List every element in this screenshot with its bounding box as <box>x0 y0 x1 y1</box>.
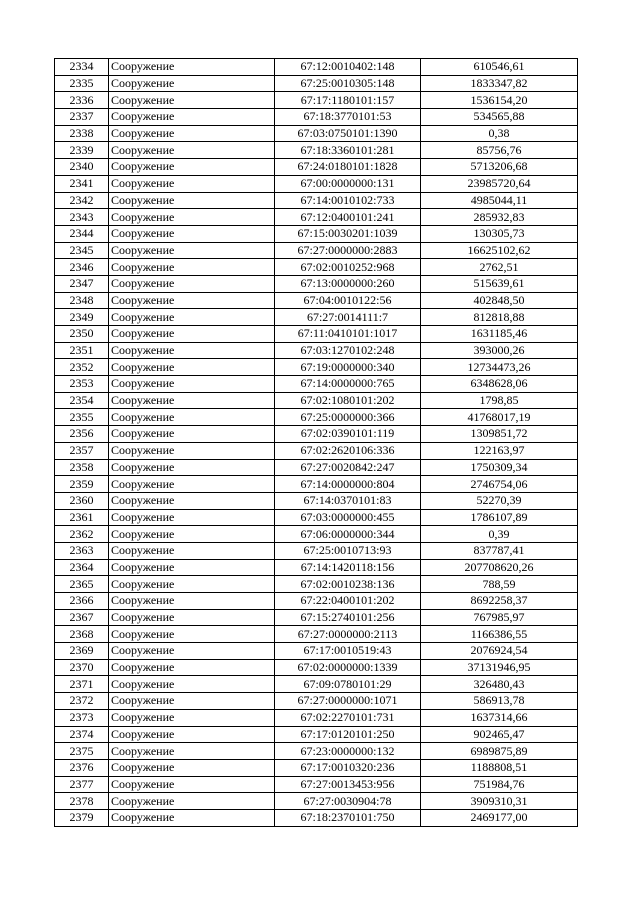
object-type: Сооружение <box>109 259 275 276</box>
cadastral-number: 67:03:1270102:248 <box>275 342 421 359</box>
object-type: Сооружение <box>109 275 275 292</box>
object-type: Сооружение <box>109 426 275 443</box>
cadastral-value: 610546,61 <box>421 59 578 76</box>
object-type: Сооружение <box>109 542 275 559</box>
cadastral-value: 130305,73 <box>421 225 578 242</box>
cadastral-number: 67:17:1180101:157 <box>275 92 421 109</box>
cadastral-number: 67:03:0000000:455 <box>275 509 421 526</box>
cadastral-value: 1631185,46 <box>421 326 578 343</box>
row-number: 2334 <box>55 59 109 76</box>
row-number: 2341 <box>55 175 109 192</box>
cadastral-value: 586913,78 <box>421 693 578 710</box>
cadastral-value: 837787,41 <box>421 542 578 559</box>
table-row <box>55 225 578 242</box>
cadastral-value: 41768017,19 <box>421 409 578 426</box>
cadastral-number: 67:25:0010713:93 <box>275 542 421 559</box>
row-number: 2366 <box>55 593 109 610</box>
cadastral-number: 67:19:0000000:340 <box>275 359 421 376</box>
table-row <box>55 626 578 643</box>
row-number: 2335 <box>55 75 109 92</box>
row-number: 2369 <box>55 643 109 660</box>
row-number: 2370 <box>55 659 109 676</box>
table-row <box>55 743 578 760</box>
row-number: 2376 <box>55 759 109 776</box>
cadastral-value: 1637314,66 <box>421 709 578 726</box>
table-row <box>55 376 578 393</box>
row-number: 2352 <box>55 359 109 376</box>
object-type: Сооружение <box>109 159 275 176</box>
cadastral-value: 12734473,26 <box>421 359 578 376</box>
cadastral-value: 1750309,34 <box>421 459 578 476</box>
cadastral-value: 1786107,89 <box>421 509 578 526</box>
row-number: 2367 <box>55 609 109 626</box>
cadastral-number: 67:27:0020842:247 <box>275 459 421 476</box>
cadastral-value: 85756,76 <box>421 142 578 159</box>
row-number: 2379 <box>55 809 109 826</box>
table-row <box>55 75 578 92</box>
cadastral-value: 4985044,11 <box>421 192 578 209</box>
cadastral-value: 207708620,26 <box>421 559 578 576</box>
row-number: 2358 <box>55 459 109 476</box>
row-number: 2344 <box>55 225 109 242</box>
row-number: 2357 <box>55 442 109 459</box>
object-type: Сооружение <box>109 776 275 793</box>
cadastral-value: 37131946,95 <box>421 659 578 676</box>
object-type: Сооружение <box>109 109 275 126</box>
table-row <box>55 59 578 76</box>
cadastral-number: 67:25:0000000:366 <box>275 409 421 426</box>
table-row <box>55 676 578 693</box>
cadastral-value: 1166386,55 <box>421 626 578 643</box>
cadastral-value: 1536154,20 <box>421 92 578 109</box>
cadastral-value: 1309851,72 <box>421 426 578 443</box>
object-type: Сооружение <box>109 609 275 626</box>
cadastral-value: 2469177,00 <box>421 809 578 826</box>
object-type: Сооружение <box>109 759 275 776</box>
table-row <box>55 609 578 626</box>
cadastral-number: 67:02:2270101:731 <box>275 709 421 726</box>
cadastral-number: 67:18:3770101:53 <box>275 109 421 126</box>
cadastral-number: 67:27:0030904:78 <box>275 793 421 810</box>
cadastral-number: 67:27:0000000:2113 <box>275 626 421 643</box>
row-number: 2346 <box>55 259 109 276</box>
object-type: Сооружение <box>109 693 275 710</box>
row-number: 2350 <box>55 326 109 343</box>
cadastral-value: 1798,85 <box>421 392 578 409</box>
table-row <box>55 709 578 726</box>
object-type: Сооружение <box>109 326 275 343</box>
object-type: Сооружение <box>109 492 275 509</box>
cadastral-number: 67:15:2740101:256 <box>275 609 421 626</box>
table-row <box>55 142 578 159</box>
cadastral-number: 67:23:0000000:132 <box>275 743 421 760</box>
cadastral-number: 67:14:0370101:83 <box>275 492 421 509</box>
cadastral-number: 67:14:0010102:733 <box>275 192 421 209</box>
cadastral-number: 67:06:0000000:344 <box>275 526 421 543</box>
row-number: 2338 <box>55 125 109 142</box>
table-row <box>55 442 578 459</box>
table-row <box>55 359 578 376</box>
cadastral-number: 67:11:0410101:1017 <box>275 326 421 343</box>
cadastral-value-table <box>54 58 578 827</box>
table-row <box>55 259 578 276</box>
cadastral-number: 67:18:3360101:281 <box>275 142 421 159</box>
object-type: Сооружение <box>109 342 275 359</box>
object-type: Сооружение <box>109 309 275 326</box>
table-row <box>55 309 578 326</box>
table-row <box>55 242 578 259</box>
cadastral-number: 67:00:0000000:131 <box>275 175 421 192</box>
object-type: Сооружение <box>109 459 275 476</box>
table-row <box>55 643 578 660</box>
cadastral-value: 5713206,68 <box>421 159 578 176</box>
object-type: Сооружение <box>109 509 275 526</box>
row-number: 2337 <box>55 109 109 126</box>
object-type: Сооружение <box>109 743 275 760</box>
cadastral-value: 1833347,82 <box>421 75 578 92</box>
object-type: Сооружение <box>109 559 275 576</box>
row-number: 2378 <box>55 793 109 810</box>
table-row <box>55 559 578 576</box>
table-row <box>55 125 578 142</box>
cadastral-value: 751984,76 <box>421 776 578 793</box>
cadastral-value: 326480,43 <box>421 676 578 693</box>
cadastral-number: 67:12:0400101:241 <box>275 209 421 226</box>
cadastral-value: 515639,61 <box>421 275 578 292</box>
table-row <box>55 759 578 776</box>
table-row <box>55 175 578 192</box>
table-row <box>55 275 578 292</box>
cadastral-value: 2746754,06 <box>421 476 578 493</box>
cadastral-number: 67:03:0750101:1390 <box>275 125 421 142</box>
cadastral-number: 67:02:0000000:1339 <box>275 659 421 676</box>
row-number: 2377 <box>55 776 109 793</box>
row-number: 2361 <box>55 509 109 526</box>
object-type: Сооружение <box>109 526 275 543</box>
row-number: 2339 <box>55 142 109 159</box>
table-row <box>55 92 578 109</box>
row-number: 2340 <box>55 159 109 176</box>
cadastral-number: 67:02:1080101:202 <box>275 392 421 409</box>
cadastral-value: 0,39 <box>421 526 578 543</box>
object-type: Сооружение <box>109 809 275 826</box>
table-row <box>55 426 578 443</box>
object-type: Сооружение <box>109 225 275 242</box>
row-number: 2355 <box>55 409 109 426</box>
object-type: Сооружение <box>109 192 275 209</box>
cadastral-value: 3909310,31 <box>421 793 578 810</box>
table-row <box>55 209 578 226</box>
cadastral-number: 67:17:0010519:43 <box>275 643 421 660</box>
cadastral-number: 67:27:0000000:2883 <box>275 242 421 259</box>
row-number: 2373 <box>55 709 109 726</box>
row-number: 2354 <box>55 392 109 409</box>
row-number: 2368 <box>55 626 109 643</box>
row-number: 2362 <box>55 526 109 543</box>
cadastral-value: 534565,88 <box>421 109 578 126</box>
cadastral-value: 6348628,06 <box>421 376 578 393</box>
cadastral-number: 67:02:0390101:119 <box>275 426 421 443</box>
row-number: 2374 <box>55 726 109 743</box>
object-type: Сооружение <box>109 409 275 426</box>
cadastral-value: 122163,97 <box>421 442 578 459</box>
row-number: 2349 <box>55 309 109 326</box>
cadastral-number: 67:13:0000000:260 <box>275 275 421 292</box>
object-type: Сооружение <box>109 676 275 693</box>
cadastral-number: 67:22:0400101:202 <box>275 593 421 610</box>
table-row <box>55 726 578 743</box>
row-number: 2353 <box>55 376 109 393</box>
cadastral-number: 67:02:0010238:136 <box>275 576 421 593</box>
cadastral-number: 67:12:0010402:148 <box>275 59 421 76</box>
cadastral-value: 902465,47 <box>421 726 578 743</box>
cadastral-number: 67:09:0780101:29 <box>275 676 421 693</box>
cadastral-value: 8692258,37 <box>421 593 578 610</box>
row-number: 2342 <box>55 192 109 209</box>
table-row <box>55 793 578 810</box>
object-type: Сооружение <box>109 75 275 92</box>
object-type: Сооружение <box>109 209 275 226</box>
object-type: Сооружение <box>109 292 275 309</box>
cadastral-value: 6989875,89 <box>421 743 578 760</box>
table-row <box>55 576 578 593</box>
cadastral-number: 67:04:0010122:56 <box>275 292 421 309</box>
object-type: Сооружение <box>109 125 275 142</box>
cadastral-number: 67:14:0000000:765 <box>275 376 421 393</box>
table-row <box>55 593 578 610</box>
cadastral-number: 67:18:2370101:750 <box>275 809 421 826</box>
row-number: 2365 <box>55 576 109 593</box>
object-type: Сооружение <box>109 142 275 159</box>
row-number: 2364 <box>55 559 109 576</box>
object-type: Сооружение <box>109 59 275 76</box>
cadastral-value: 402848,50 <box>421 292 578 309</box>
object-type: Сооружение <box>109 726 275 743</box>
table-row <box>55 342 578 359</box>
table-row <box>55 292 578 309</box>
cadastral-value: 788,59 <box>421 576 578 593</box>
cadastral-number: 67:25:0010305:148 <box>275 75 421 92</box>
table-row <box>55 159 578 176</box>
row-number: 2363 <box>55 542 109 559</box>
cadastral-number: 67:17:0010320:236 <box>275 759 421 776</box>
cadastral-number: 67:24:0180101:1828 <box>275 159 421 176</box>
table-row <box>55 109 578 126</box>
object-type: Сооружение <box>109 793 275 810</box>
object-type: Сооружение <box>109 392 275 409</box>
row-number: 2371 <box>55 676 109 693</box>
cadastral-value: 812818,88 <box>421 309 578 326</box>
table-row <box>55 542 578 559</box>
table-row <box>55 476 578 493</box>
cadastral-value: 2762,51 <box>421 259 578 276</box>
cadastral-number: 67:17:0120101:250 <box>275 726 421 743</box>
object-type: Сооружение <box>109 709 275 726</box>
row-number: 2336 <box>55 92 109 109</box>
object-type: Сооружение <box>109 92 275 109</box>
table-body <box>55 59 578 827</box>
object-type: Сооружение <box>109 376 275 393</box>
cadastral-value: 52270,39 <box>421 492 578 509</box>
table-row <box>55 509 578 526</box>
object-type: Сооружение <box>109 593 275 610</box>
cadastral-value: 2076924,54 <box>421 643 578 660</box>
table-row <box>55 326 578 343</box>
object-type: Сооружение <box>109 643 275 660</box>
cadastral-number: 67:15:0030201:1039 <box>275 225 421 242</box>
cadastral-number: 67:27:0014111:7 <box>275 309 421 326</box>
table-row <box>55 809 578 826</box>
row-number: 2375 <box>55 743 109 760</box>
cadastral-number: 67:02:2620106:336 <box>275 442 421 459</box>
table-row <box>55 526 578 543</box>
table-row <box>55 659 578 676</box>
object-type: Сооружение <box>109 442 275 459</box>
table-row <box>55 392 578 409</box>
cadastral-number: 67:27:0013453:956 <box>275 776 421 793</box>
table-row <box>55 776 578 793</box>
object-type: Сооружение <box>109 626 275 643</box>
row-number: 2356 <box>55 426 109 443</box>
cadastral-value: 0,38 <box>421 125 578 142</box>
object-type: Сооружение <box>109 359 275 376</box>
object-type: Сооружение <box>109 242 275 259</box>
cadastral-value: 23985720,64 <box>421 175 578 192</box>
cadastral-number: 67:27:0000000:1071 <box>275 693 421 710</box>
row-number: 2360 <box>55 492 109 509</box>
object-type: Сооружение <box>109 576 275 593</box>
table-row <box>55 459 578 476</box>
cadastral-value: 16625102,62 <box>421 242 578 259</box>
row-number: 2348 <box>55 292 109 309</box>
cadastral-number: 67:02:0010252:968 <box>275 259 421 276</box>
cadastral-number: 67:14:0000000:804 <box>275 476 421 493</box>
row-number: 2345 <box>55 242 109 259</box>
row-number: 2372 <box>55 693 109 710</box>
object-type: Сооружение <box>109 175 275 192</box>
object-type: Сооружение <box>109 659 275 676</box>
row-number: 2347 <box>55 275 109 292</box>
table-row <box>55 492 578 509</box>
row-number: 2343 <box>55 209 109 226</box>
table-row <box>55 192 578 209</box>
cadastral-value: 393000,26 <box>421 342 578 359</box>
object-type: Сооружение <box>109 476 275 493</box>
cadastral-value: 767985,97 <box>421 609 578 626</box>
cadastral-number: 67:14:1420118:156 <box>275 559 421 576</box>
table-row <box>55 693 578 710</box>
cadastral-value: 285932,83 <box>421 209 578 226</box>
row-number: 2359 <box>55 476 109 493</box>
row-number: 2351 <box>55 342 109 359</box>
cadastral-value: 1188808,51 <box>421 759 578 776</box>
table-row <box>55 409 578 426</box>
